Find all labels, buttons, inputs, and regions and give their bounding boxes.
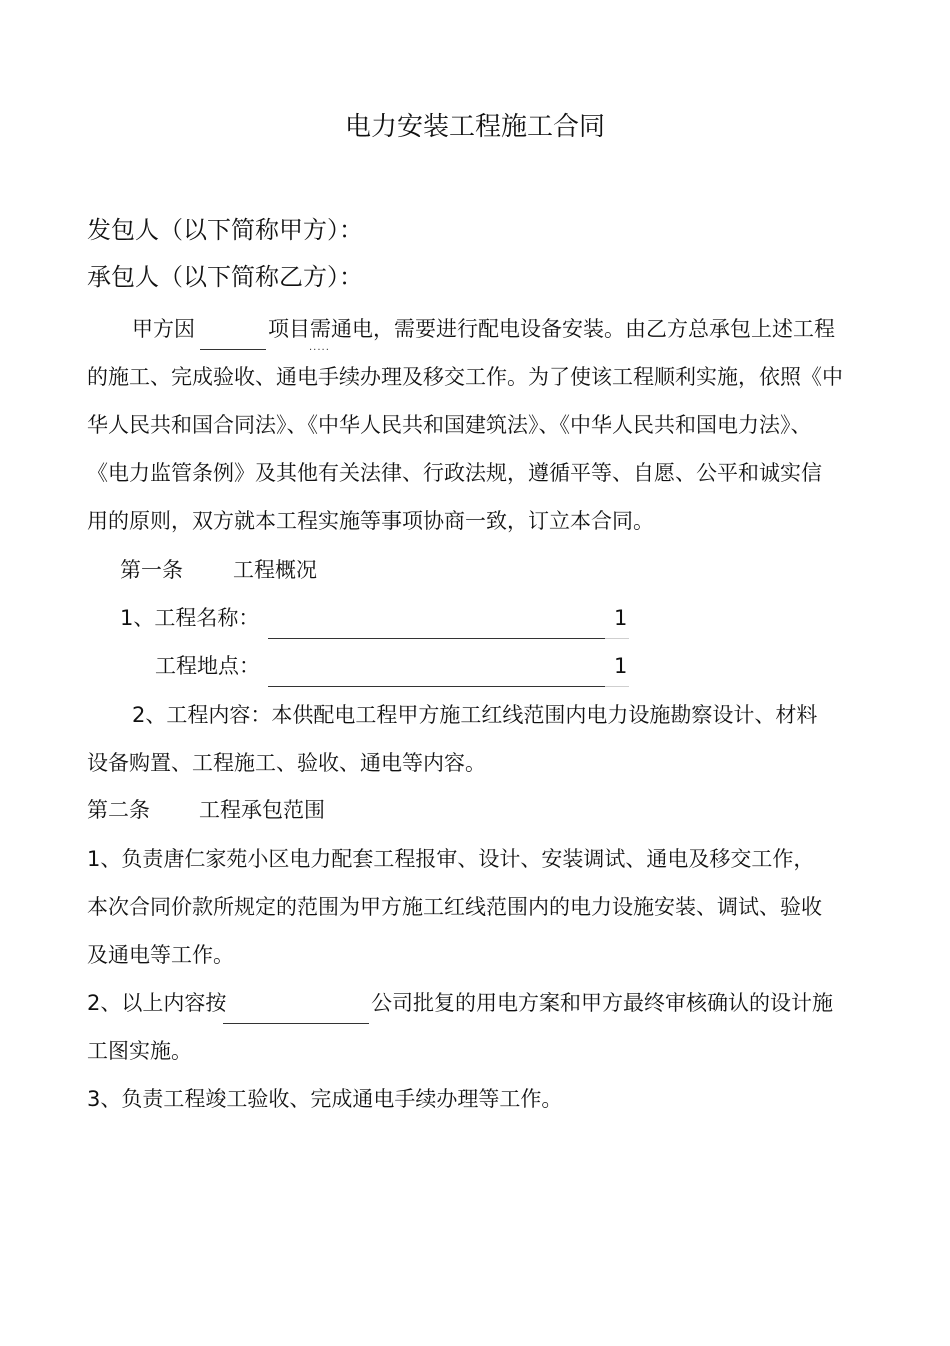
- project-content-line1: 2、工程内容：本供配电工程甲方施工红线范围内电力设施勘察设计、材料: [132, 703, 818, 727]
- project-location-field-tail: [605, 686, 629, 687]
- project-content-line2: 设备购置、工程施工、验收、通电等内容。: [87, 751, 486, 775]
- project-name-mark: 1: [614, 606, 628, 630]
- intro-line3: 华人民共和国合同法》、《中华人民共和国建筑法》、《中华人民共和国电力法》、: [87, 413, 812, 437]
- scope-item1-line3: 及通电等工作。: [87, 943, 234, 967]
- project-name-label: 1、工程名称：: [120, 606, 260, 630]
- scope-item2-rest: 公司批复的用电方案和甲方最终审核确认的设计施: [371, 991, 833, 1015]
- project-name-blank: [200, 349, 266, 350]
- scope-item1-line2: 本次合同价款所规定的范围为甲方施工红线范围内的电力设施安装、调试、验收: [87, 895, 822, 919]
- project-name-field: [268, 638, 605, 639]
- contractor-line: 承包人（以下简称乙方）：: [87, 263, 363, 291]
- article2-number: 第二条: [87, 798, 150, 822]
- intro-line4: 《电力监管条例》及其他有关法律、行政法规，遵循平等、自愿、公平和诚实信: [87, 461, 822, 485]
- project-location-field: [268, 686, 605, 687]
- project-location-mark: 1: [614, 654, 628, 678]
- intro-line5: 用的原则，双方就本工程实施等事项协商一致，订立本合同。: [87, 509, 654, 533]
- article1-number: 第一条: [120, 558, 183, 582]
- intro-line1-start: 甲方因: [132, 317, 195, 341]
- article2-title: 工程承包范围: [199, 798, 325, 822]
- document-title: 电力安装工程施工合同: [344, 112, 605, 142]
- scope-item3: 3、负责工程竣工验收、完成通电手续办理等工作。: [87, 1087, 563, 1111]
- dotted-marker: ·····: [309, 345, 330, 356]
- project-name-field-tail: [605, 638, 629, 639]
- intro-line2: 的施工、完成验收、通电手续办理及移交工作。为了使该工程顺利实施，依照《中: [87, 365, 843, 389]
- scope-item2-start: 2、以上内容按: [87, 991, 227, 1015]
- article1-title: 工程概况: [233, 558, 317, 582]
- intro-line1-rest: 项目需通电，需要进行配电设备安装。由乙方总承包上述工程: [268, 317, 835, 341]
- approving-company-blank: [223, 1023, 369, 1024]
- employer-line: 发包人（以下简称甲方）：: [87, 216, 363, 244]
- project-location-label: 工程地点：: [155, 654, 260, 678]
- scope-item2-line2: 工图实施。: [87, 1039, 192, 1063]
- scope-item1-line1: 1、负责唐仁家苑小区电力配套工程报审、设计、安装调试、通电及移交工作，: [87, 847, 815, 871]
